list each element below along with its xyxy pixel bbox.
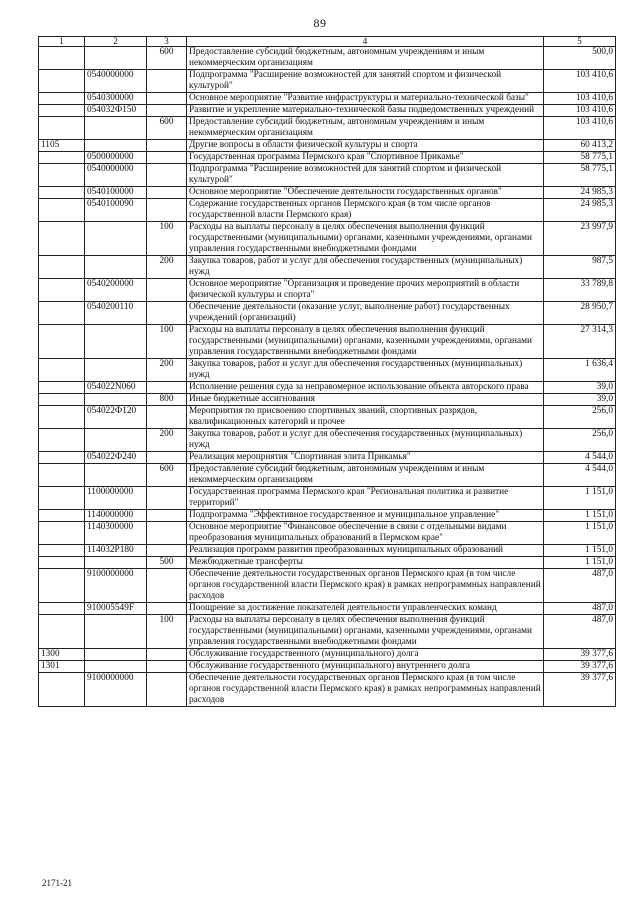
target-code-cell (85, 256, 147, 279)
target-code-cell (85, 557, 147, 569)
target-code-cell: 0540000000 (85, 164, 147, 187)
amount-cell: 24 985,3 (544, 187, 616, 199)
target-code-cell: 1140000000 (85, 510, 147, 522)
section-code-cell (39, 603, 85, 615)
section-code-cell (39, 569, 85, 603)
table-row (39, 545, 616, 557)
section-code-cell (39, 487, 85, 510)
description-cell: Обеспечение деятельности государственных органов Пермского края (в том числе органов государственной власти Пермского края) в рамках непрограммных направлений расходов (187, 673, 544, 707)
expense-type-cell: 500 (147, 557, 187, 569)
target-code-cell: 1140300000 (85, 522, 147, 545)
expense-type-cell (147, 93, 187, 105)
target-code-cell (85, 325, 147, 359)
header-col-4: 4 (187, 37, 544, 47)
description-cell: Обслуживание государственного (муниципального) долга (187, 649, 544, 661)
description-cell: Поощрение за достижение показателей деятельности управленческих команд (187, 603, 544, 615)
table-row (39, 522, 616, 545)
description-cell: Государственная программа Пермского края "Региональная политика и развитие территорий" (187, 487, 544, 510)
expense-type-cell (147, 152, 187, 164)
expense-type-cell (147, 673, 187, 707)
amount-cell: 33 789,8 (544, 279, 616, 302)
description-cell: Развитие и укрепление материально-технической базы подведомственных учреждений (187, 105, 544, 117)
amount-cell: 39 377,6 (544, 673, 616, 707)
table-row (39, 279, 616, 302)
header-col-1: 1 (39, 37, 85, 47)
expense-type-cell (147, 510, 187, 522)
amount-cell: 58 775,1 (544, 152, 616, 164)
description-cell: Основное мероприятие "Финансовое обеспечение в связи с отдельными видами преобразования муниципальных образований в Пермском крае" (187, 522, 544, 545)
table-row (39, 649, 616, 661)
table-row (39, 359, 616, 382)
description-cell: Реализация программ развития преобразованных муниципальных образований (187, 545, 544, 557)
table-row (39, 603, 616, 615)
amount-cell: 500,0 (544, 47, 616, 70)
expense-type-cell (147, 199, 187, 222)
target-code-cell (85, 394, 147, 406)
target-code-cell (85, 117, 147, 140)
expense-type-cell: 100 (147, 325, 187, 359)
description-cell: Исполнение решения суда за неправомерное использование объекта авторского права (187, 382, 544, 394)
expense-type-cell (147, 649, 187, 661)
section-code-cell (39, 325, 85, 359)
amount-cell: 1 151,0 (544, 522, 616, 545)
table-row (39, 452, 616, 464)
amount-cell: 1 151,0 (544, 557, 616, 569)
target-code-cell: 054022Ф240 (85, 452, 147, 464)
amount-cell: 487,0 (544, 569, 616, 603)
expense-type-cell (147, 279, 187, 302)
target-code-cell: 0500000000 (85, 152, 147, 164)
target-code-cell: 114032Р180 (85, 545, 147, 557)
table-row (39, 429, 616, 452)
table-row (39, 105, 616, 117)
amount-cell: 256,0 (544, 429, 616, 452)
expense-type-cell (147, 105, 187, 117)
target-code-cell (85, 359, 147, 382)
amount-cell: 28 950,7 (544, 302, 616, 325)
description-cell: Основное мероприятие "Развитие инфраструктуры и материально-технической базы" (187, 93, 544, 105)
description-cell: Расходы на выплаты персоналу в целях обеспечения выполнения функций государственными (муниципальными) органами, казенными учреждениями, органами управления государственными внебюджетными фондами (187, 615, 544, 649)
expense-type-cell (147, 487, 187, 510)
expense-type-cell (147, 661, 187, 673)
amount-cell: 39 377,6 (544, 661, 616, 673)
description-cell: Обслуживание государственного (муниципального) внутреннего долга (187, 661, 544, 673)
table-row (39, 164, 616, 187)
expense-type-cell (147, 164, 187, 187)
amount-cell: 24 985,3 (544, 199, 616, 222)
target-code-cell (85, 222, 147, 256)
section-code-cell (39, 522, 85, 545)
target-code-cell (85, 140, 147, 152)
description-cell: Закупка товаров, работ и услуг для обеспечения государственных (муниципальных) нужд (187, 359, 544, 382)
table-row (39, 325, 616, 359)
table-header-row (39, 37, 616, 47)
amount-cell: 103 410,6 (544, 105, 616, 117)
amount-cell: 27 314,3 (544, 325, 616, 359)
amount-cell: 103 410,6 (544, 117, 616, 140)
target-code-cell: 054032Ф150 (85, 105, 147, 117)
section-code-cell (39, 256, 85, 279)
amount-cell: 4 544,0 (544, 452, 616, 464)
section-code-cell (39, 152, 85, 164)
description-cell: Основное мероприятие "Организация и проведение прочих мероприятий в области физической культуры и спорта" (187, 279, 544, 302)
description-cell: Мероприятия по присвоению спортивных званий, спортивных разрядов, квалификационных категорий и прочее (187, 406, 544, 429)
target-code-cell (85, 47, 147, 70)
table-row (39, 117, 616, 140)
description-cell: Реализация мероприятия "Спортивная элита Прикамья" (187, 452, 544, 464)
expense-type-cell (147, 187, 187, 199)
amount-cell: 1 151,0 (544, 545, 616, 557)
table-row (39, 47, 616, 70)
description-cell: Содержание государственных органов Пермского края (в том числе органов государственной власти Пермского края) (187, 199, 544, 222)
expense-type-cell (147, 302, 187, 325)
expense-type-cell (147, 603, 187, 615)
target-code-cell: 910005549F (85, 603, 147, 615)
target-code-cell: 1100000000 (85, 487, 147, 510)
section-code-cell (39, 117, 85, 140)
target-code-cell (85, 429, 147, 452)
expense-type-cell: 200 (147, 359, 187, 382)
target-code-cell: 0540100090 (85, 199, 147, 222)
expense-type-cell (147, 522, 187, 545)
expense-type-cell: 100 (147, 222, 187, 256)
target-code-cell: 0540000000 (85, 70, 147, 93)
header-col-5: 5 (544, 37, 616, 47)
description-cell: Другие вопросы в области физической культуры и спорта (187, 140, 544, 152)
section-code-cell: 1105 (39, 140, 85, 152)
expense-type-cell (147, 406, 187, 429)
table-row (39, 152, 616, 164)
section-code-cell (39, 615, 85, 649)
description-cell: Основное мероприятие "Обеспечение деятельности государственных органов" (187, 187, 544, 199)
expense-type-cell (147, 382, 187, 394)
section-code-cell (39, 187, 85, 199)
amount-cell: 39,0 (544, 382, 616, 394)
table-row (39, 487, 616, 510)
expense-type-cell: 600 (147, 464, 187, 487)
amount-cell: 1 151,0 (544, 510, 616, 522)
table-row (39, 199, 616, 222)
table-row (39, 406, 616, 429)
table-row (39, 510, 616, 522)
expense-type-cell: 800 (147, 394, 187, 406)
section-code-cell (39, 394, 85, 406)
section-code-cell: 1300 (39, 649, 85, 661)
table-row (39, 464, 616, 487)
target-code-cell: 054022Ф120 (85, 406, 147, 429)
section-code-cell (39, 47, 85, 70)
target-code-cell (85, 649, 147, 661)
target-code-cell: 0540300000 (85, 93, 147, 105)
amount-cell: 39,0 (544, 394, 616, 406)
description-cell: Предоставление субсидий бюджетным, автономным учреждениям и иным некоммерческим организациям (187, 464, 544, 487)
table-row (39, 394, 616, 406)
section-code-cell (39, 557, 85, 569)
target-code-cell: 054022N060 (85, 382, 147, 394)
description-cell: Предоставление субсидий бюджетным, автономным учреждениям и иным некоммерческим организациям (187, 117, 544, 140)
section-code-cell (39, 93, 85, 105)
amount-cell: 39 377,6 (544, 649, 616, 661)
description-cell: Закупка товаров, работ и услуг для обеспечения государственных (муниципальных) нужд (187, 429, 544, 452)
description-cell: Подпрограмма "Расширение возможностей для занятий спортом и физической культурой" (187, 164, 544, 187)
table-row (39, 70, 616, 93)
amount-cell: 103 410,6 (544, 93, 616, 105)
section-code-cell (39, 105, 85, 117)
header-col-3: 3 (147, 37, 187, 47)
target-code-cell (85, 661, 147, 673)
expense-type-cell (147, 70, 187, 93)
table-row (39, 302, 616, 325)
section-code-cell (39, 429, 85, 452)
target-code-cell: 0540100000 (85, 187, 147, 199)
target-code-cell: 9100000000 (85, 569, 147, 603)
amount-cell: 103 410,6 (544, 70, 616, 93)
table-row (39, 615, 616, 649)
amount-cell: 256,0 (544, 406, 616, 429)
description-cell: Расходы на выплаты персоналу в целях обеспечения выполнения функций государственными (муниципальными) органами, казенными учреждениями, органами управления государственными внебюджетными фондами (187, 325, 544, 359)
table-row (39, 140, 616, 152)
expense-type-cell (147, 569, 187, 603)
expense-type-cell: 600 (147, 47, 187, 70)
section-code-cell (39, 464, 85, 487)
expense-type-cell: 200 (147, 429, 187, 452)
section-code-cell (39, 406, 85, 429)
description-cell: Обеспечение деятельности (оказание услуг, выполнение работ) государственных учреждений (организаций) (187, 302, 544, 325)
section-code-cell (39, 545, 85, 557)
description-cell: Расходы на выплаты персоналу в целях обеспечения выполнения функций государственными (муниципальными) органами, казенными учреждениями, органами управления государственными внебюджетными фондами (187, 222, 544, 256)
section-code-cell (39, 199, 85, 222)
table-row (39, 382, 616, 394)
amount-cell: 58 775,1 (544, 164, 616, 187)
description-cell: Подпрограмма "Эффективное государственное и муниципальное управление" (187, 510, 544, 522)
section-code-cell (39, 279, 85, 302)
header-col-2: 2 (85, 37, 147, 47)
section-code-cell (39, 382, 85, 394)
section-code-cell (39, 452, 85, 464)
amount-cell: 23 997,9 (544, 222, 616, 256)
table-row (39, 661, 616, 673)
description-cell: Государственная программа Пермского края "Спортивное Прикамье" (187, 152, 544, 164)
section-code-cell (39, 164, 85, 187)
amount-cell: 4 544,0 (544, 464, 616, 487)
expense-type-cell (147, 140, 187, 152)
target-code-cell (85, 464, 147, 487)
expense-type-cell: 100 (147, 615, 187, 649)
amount-cell: 487,0 (544, 615, 616, 649)
table-row (39, 222, 616, 256)
section-code-cell (39, 510, 85, 522)
target-code-cell: 9100000000 (85, 673, 147, 707)
table-row (39, 569, 616, 603)
description-cell: Подпрограмма "Расширение возможностей для занятий спортом и физической культурой" (187, 70, 544, 93)
table-row (39, 93, 616, 105)
expense-type-cell: 600 (147, 117, 187, 140)
amount-cell: 1 636,4 (544, 359, 616, 382)
expense-type-cell (147, 452, 187, 464)
target-code-cell (85, 615, 147, 649)
budget-table (38, 36, 616, 707)
description-cell: Иные бюджетные ассигнования (187, 394, 544, 406)
target-code-cell: 0540200110 (85, 302, 147, 325)
description-cell: Предоставление субсидий бюджетным, автономным учреждениям и иным некоммерческим организациям (187, 47, 544, 70)
description-cell: Закупка товаров, работ и услуг для обеспечения государственных (муниципальных) нужд (187, 256, 544, 279)
page-number: 89 (313, 16, 327, 30)
expense-type-cell: 200 (147, 256, 187, 279)
description-cell: Обеспечение деятельности государственных органов Пермского края (в том числе органов государственной власти Пермского края) в рамках непрограммных направлений расходов (187, 569, 544, 603)
section-code-cell (39, 70, 85, 93)
section-code-cell (39, 222, 85, 256)
table-row (39, 673, 616, 707)
section-code-cell: 1301 (39, 661, 85, 673)
amount-cell: 60 413,2 (544, 140, 616, 152)
expense-type-cell (147, 545, 187, 557)
table-row (39, 557, 616, 569)
amount-cell: 487,0 (544, 603, 616, 615)
table-row (39, 187, 616, 199)
amount-cell: 1 151,0 (544, 487, 616, 510)
target-code-cell: 0540200000 (85, 279, 147, 302)
section-code-cell (39, 673, 85, 707)
section-code-cell (39, 302, 85, 325)
description-cell: Межбюджетные трансферты (187, 557, 544, 569)
section-code-cell (39, 359, 85, 382)
footer-code: 2171-21 (42, 878, 72, 888)
table-row (39, 256, 616, 279)
amount-cell: 987,5 (544, 256, 616, 279)
